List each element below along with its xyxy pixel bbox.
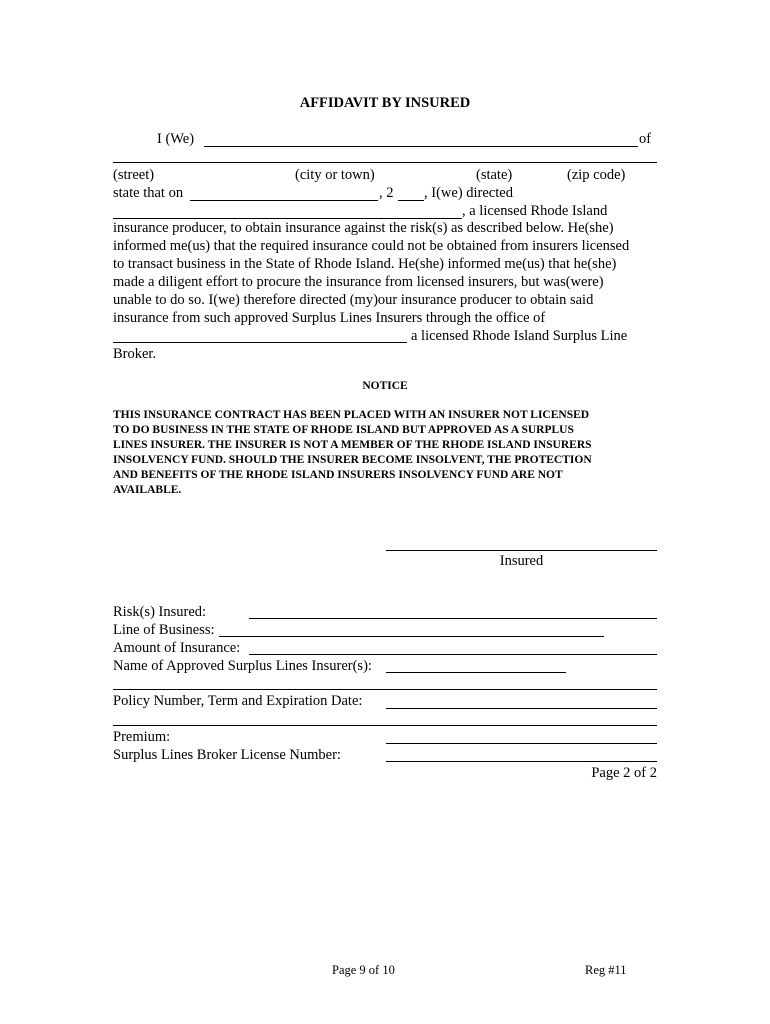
policy-label: Policy Number, Term and Expiration Date: [113, 693, 363, 709]
document-title: AFFIDAVIT BY INSURED [299, 95, 471, 111]
premium-label: Premium: [113, 729, 171, 745]
state-label: (state) [476, 167, 513, 183]
year-blank[interactable] [398, 200, 424, 201]
risks-insured-label: Risk(s) Insured: [113, 604, 207, 620]
line-of-business-label: Line of Business: [113, 622, 215, 638]
body-line: to transact business in the State of Rhode Island. He(she) informed me(us) that he(she) [113, 256, 617, 272]
footer-page-number: Page 9 of 10 [332, 963, 395, 977]
line-of-business-blank[interactable] [219, 636, 604, 637]
of-label: of [639, 131, 652, 147]
broker-license-label: Surplus Lines Broker License Number: [113, 747, 341, 763]
notice-line: TO DO BUSINESS IN THE STATE OF RHODE ISLAND BUT APPROVED AS A SURPLUS [113, 424, 574, 436]
notice-line: LINES INSURER. THE INSURER IS NOT A MEMBER OF THE RHODE ISLAND INSURERS [113, 439, 592, 451]
body-line: made a diligent effort to procure the insurance from licensed insurers, but was(were) [113, 274, 604, 290]
body-line: insurance from such approved Surplus Lines Insurers through the office of [113, 310, 546, 326]
body-line: unable to do so. I(we) therefore directed (my)our insurance producer to obtain said [113, 292, 594, 308]
body-line: insurance producer, to obtain insurance against the risk(s) as described below. He(she) [113, 220, 614, 236]
signature-line[interactable] [386, 550, 657, 551]
licensed-ri-text: , a licensed Rhode Island [462, 203, 608, 219]
address-blank[interactable] [113, 162, 657, 163]
notice-line: AND BENEFITS OF THE RHODE ISLAND INSURERS INSOLVENCY FUND ARE NOT [113, 469, 563, 481]
premium-blank[interactable] [386, 743, 657, 744]
notice-heading: NOTICE [362, 380, 408, 392]
name-blank[interactable] [204, 146, 638, 147]
page-of-label: Page 2 of 2 [591, 765, 657, 781]
street-label: (street) [113, 167, 155, 183]
i-we-label: I (We) [157, 131, 195, 147]
insured-label: Insured [499, 553, 544, 569]
notice-line: AVAILABLE. [113, 484, 182, 496]
policy-blank-2[interactable] [113, 725, 657, 726]
approved-insurer-blank-2[interactable] [113, 689, 657, 690]
risks-insured-blank[interactable] [249, 618, 657, 619]
policy-blank[interactable] [386, 708, 657, 709]
broker-license-blank[interactable] [386, 761, 657, 762]
broker-line-text: a licensed Rhode Island Surplus Line [411, 328, 628, 344]
zip-label: (zip code) [567, 167, 626, 183]
state-that-on-label: state that on [113, 185, 184, 201]
notice-line: INSOLVENCY FUND. SHOULD THE INSURER BECOME INSOLVENT, THE PROTECTION [113, 454, 592, 466]
approved-insurer-label: Name of Approved Surplus Lines Insurer(s): [113, 658, 372, 674]
footer-reg: Reg #11 [585, 963, 627, 977]
broker-word: Broker. [113, 346, 157, 362]
approved-insurer-blank[interactable] [386, 672, 566, 673]
body-line: informed me(us) that the required insurance could not be obtained from insurers licensed [113, 238, 630, 254]
year-prefix: , 2 [379, 185, 394, 201]
notice-line: THIS INSURANCE CONTRACT HAS BEEN PLACED WITH AN INSURER NOT LICENSED [113, 409, 590, 421]
date-blank[interactable] [190, 200, 378, 201]
broker-name-blank[interactable] [113, 342, 407, 343]
amount-label: Amount of Insurance: [113, 640, 241, 656]
amount-blank[interactable] [249, 654, 657, 655]
directed-text: , I(we) directed [424, 185, 513, 201]
city-label: (city or town) [295, 167, 375, 183]
